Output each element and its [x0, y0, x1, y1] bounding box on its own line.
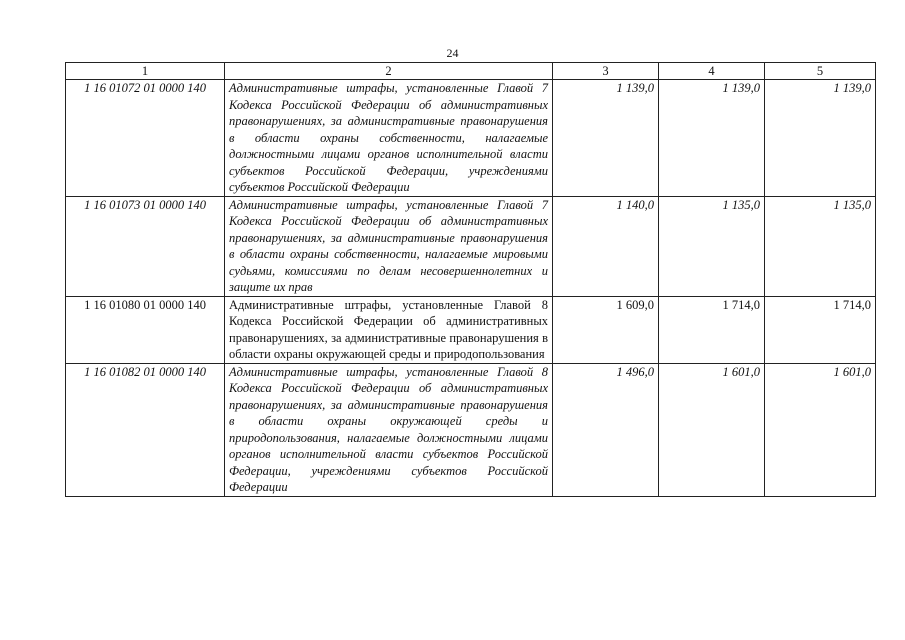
value-col4: 1 714,0 — [659, 296, 765, 363]
value-col3: 1 609,0 — [553, 296, 659, 363]
revenue-code: 1 16 01072 01 0000 140 — [66, 80, 225, 197]
column-header-4: 4 — [659, 63, 765, 80]
revenue-description: Административные штрафы, установленные Главой 8 Кодекса Российской Федерации об административных правонарушениях, за административные правонарушения в области охраны окружающей среды и природопользования — [225, 296, 553, 363]
value-col3: 1 140,0 — [553, 196, 659, 296]
page-number: 24 — [446, 46, 459, 60]
value-col4: 1 135,0 — [659, 196, 765, 296]
table-row — [66, 196, 876, 296]
value-col5: 1 135,0 — [765, 196, 876, 296]
table-header — [66, 63, 876, 80]
column-header-1: 1 — [66, 63, 225, 80]
value-col4: 1 139,0 — [659, 80, 765, 197]
table-row — [66, 80, 876, 197]
value-col4: 1 601,0 — [659, 363, 765, 496]
revenue-description: Административные штрафы, установленные Главой 8 Кодекса Российской Федерации об административных правонарушениях, за административные правонарушения в области охраны окружающей среды и природопользования, налагаемые должностными лицами органов исполнительной власти субъектов Российской Федерации, учреждениями субъектов Российской Федерации — [225, 363, 553, 496]
column-header-2: 2 — [225, 63, 553, 80]
table-row — [66, 296, 876, 363]
revenue-code: 1 16 01082 01 0000 140 — [66, 363, 225, 496]
table-body — [66, 80, 876, 497]
header-row — [66, 63, 876, 80]
column-header-3: 3 — [553, 63, 659, 80]
revenue-code: 1 16 01080 01 0000 140 — [66, 296, 225, 363]
revenue-code: 1 16 01073 01 0000 140 — [66, 196, 225, 296]
value-col5: 1 714,0 — [765, 296, 876, 363]
value-col5: 1 601,0 — [765, 363, 876, 496]
value-col3: 1 139,0 — [553, 80, 659, 197]
revenue-description: Административные штрафы, установленные Главой 7 Кодекса Российской Федерации об административных правонарушениях, за административные правонарушения в области охраны собственности, налагаемые мировыми судьями, комиссиями по делам несовершеннолетних и защите их прав — [225, 196, 553, 296]
table-row — [66, 363, 876, 496]
revenue-description: Административные штрафы, установленные Главой 7 Кодекса Российской Федерации об административных правонарушениях, за административные правонарушения в области охраны собственности, налагаемые должностными лицами органов исполнительной власти субъектов Российской Федерации, учреждениями субъектов Российской Федерации — [225, 80, 553, 197]
budget-table — [65, 62, 876, 497]
value-col5: 1 139,0 — [765, 80, 876, 197]
column-header-5: 5 — [765, 63, 876, 80]
value-col3: 1 496,0 — [553, 363, 659, 496]
